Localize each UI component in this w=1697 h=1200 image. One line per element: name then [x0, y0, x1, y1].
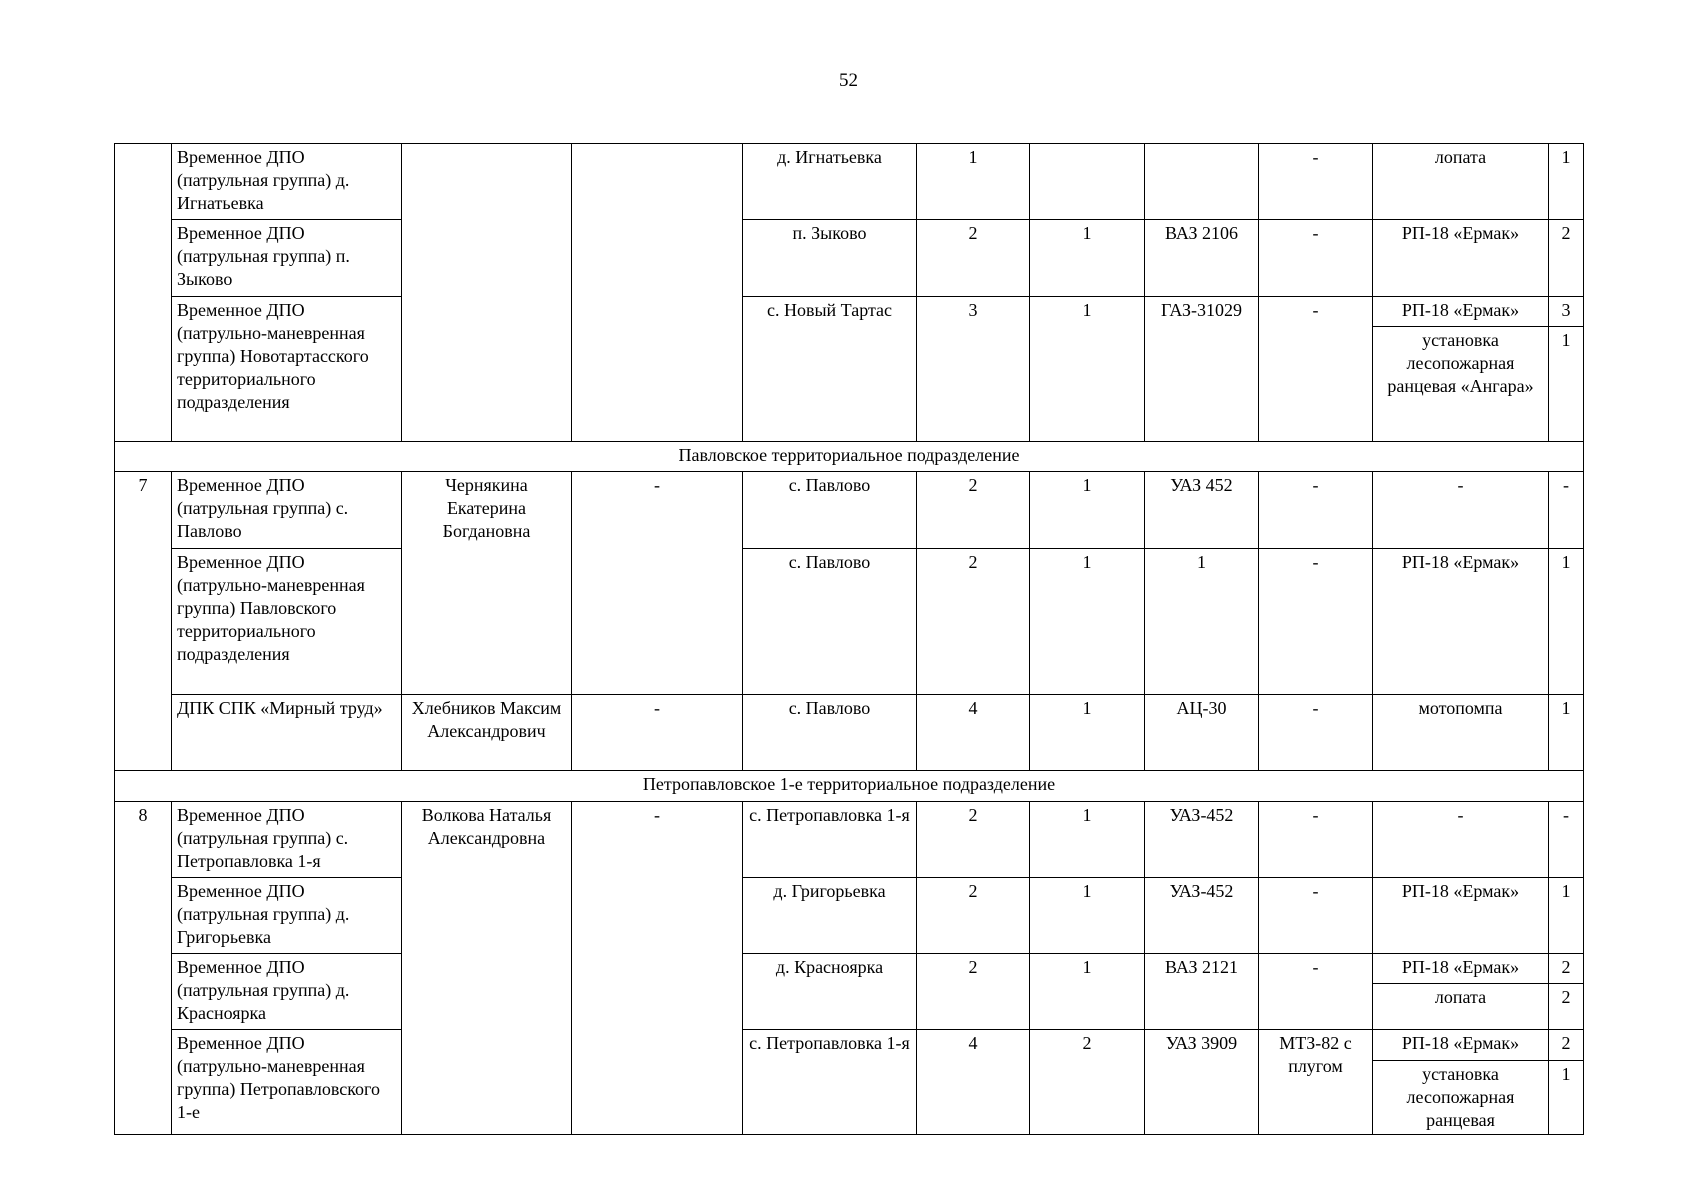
equipment-qty-cell: -: [1549, 472, 1584, 548]
equipment-cell: лопата: [1373, 984, 1549, 1030]
phone-cell: [572, 144, 743, 442]
equipment-qty-cell: 3: [1549, 296, 1584, 326]
equipment-qty-cell: 1: [1549, 144, 1584, 220]
special-cell: -: [1259, 801, 1373, 877]
vehicles-cell: 1: [1030, 548, 1145, 695]
equipment-qty-cell: 2: [1549, 1030, 1584, 1060]
table-row: [115, 877, 1584, 953]
unit-cell: Временное ДПО (патрульная группа) с. Петропавловка 1-я: [172, 801, 402, 877]
unit-cell: Временное ДПО (патрульная группа) с. Павлово: [172, 472, 402, 548]
equipment-qty-cell: 2: [1549, 954, 1584, 984]
location-cell: с. Павлово: [743, 695, 917, 771]
equipment-qty-cell: 2: [1549, 984, 1584, 1030]
special-cell: -: [1259, 144, 1373, 220]
special-cell: МТЗ-82 с плугом: [1259, 1030, 1373, 1135]
equipment-cell: РП-18 «Ермак»: [1373, 220, 1549, 296]
location-cell: п. Зыково: [743, 220, 917, 296]
head-cell: Хлебников Максим Александрович: [402, 695, 572, 771]
table-row: [115, 144, 1584, 220]
location-cell: д. Игнатьевка: [743, 144, 917, 220]
table-row: [115, 548, 1584, 695]
table-row: [115, 296, 1584, 326]
number-cell: 7: [115, 472, 172, 771]
people-cell: 2: [917, 548, 1030, 695]
section-title: Петропавловское 1-е территориальное подразделение: [115, 771, 1584, 801]
vehicle-model-cell: УАЗ 3909: [1145, 1030, 1259, 1135]
equipment-cell: установка лесопожарная ранцевая: [1373, 1060, 1549, 1134]
phone-cell: -: [572, 472, 743, 695]
people-cell: 4: [917, 695, 1030, 771]
head-cell: Чернякина Екатерина Богдановна: [402, 472, 572, 695]
unit-cell: Временное ДПО (патрульно-маневренная группа) Павловского территориального подразделения: [172, 548, 402, 695]
special-cell: -: [1259, 220, 1373, 296]
location-cell: с. Павлово: [743, 472, 917, 548]
table-row: [115, 472, 1584, 548]
equipment-qty-cell: 1: [1549, 326, 1584, 441]
vehicle-model-cell: ГАЗ-31029: [1145, 296, 1259, 442]
table-row: [115, 695, 1584, 771]
equipment-cell: РП-18 «Ермак»: [1373, 1030, 1549, 1060]
special-cell: -: [1259, 877, 1373, 953]
equipment-cell: РП-18 «Ермак»: [1373, 877, 1549, 953]
equipment-cell: лопата: [1373, 144, 1549, 220]
location-cell: д. Григорьевка: [743, 877, 917, 953]
equipment-qty-cell: 1: [1549, 548, 1584, 695]
vehicles-cell: 1: [1030, 954, 1145, 1030]
vehicles-cell: 1: [1030, 695, 1145, 771]
table-row: [115, 1030, 1584, 1060]
location-cell: с. Павлово: [743, 548, 917, 695]
number-cell: [115, 144, 172, 442]
vehicle-model-cell: УАЗ-452: [1145, 877, 1259, 953]
equipment-qty-cell: 1: [1549, 695, 1584, 771]
unit-cell: Временное ДПО (патрульная группа) д. Игнатьевка: [172, 144, 402, 220]
equipment-cell: РП-18 «Ермак»: [1373, 296, 1549, 326]
people-cell: 2: [917, 954, 1030, 1030]
vehicles-cell: 1: [1030, 472, 1145, 548]
phone-cell: -: [572, 801, 743, 1134]
vehicles-cell: [1030, 144, 1145, 220]
equipment-qty-cell: -: [1549, 801, 1584, 877]
section-title: Павловское территориальное подразделение: [115, 442, 1584, 472]
unit-cell: Временное ДПО (патрульная группа) п. Зыково: [172, 220, 402, 296]
vehicles-cell: 1: [1030, 220, 1145, 296]
unit-cell: Временное ДПО (патрульно-маневренная группа) Петропавловского 1-е: [172, 1030, 402, 1135]
unit-cell: Временное ДПО (патрульная группа) д. Григорьевка: [172, 877, 402, 953]
section-header-row: [115, 442, 1584, 472]
phone-cell: -: [572, 695, 743, 771]
vehicles-cell: 1: [1030, 296, 1145, 442]
vehicles-cell: 2: [1030, 1030, 1145, 1135]
vehicle-model-cell: УАЗ-452: [1145, 801, 1259, 877]
people-cell: 1: [917, 144, 1030, 220]
equipment-cell: РП-18 «Ермак»: [1373, 548, 1549, 695]
head-cell: Волкова Наталья Александровна: [402, 801, 572, 1134]
location-cell: с. Петропавловка 1-я: [743, 801, 917, 877]
registry-table: [114, 143, 1584, 1135]
vehicles-cell: 1: [1030, 801, 1145, 877]
table-row: [115, 220, 1584, 296]
unit-cell: ДПК СПК «Мирный труд»: [172, 695, 402, 771]
people-cell: 2: [917, 472, 1030, 548]
people-cell: 3: [917, 296, 1030, 442]
location-cell: с. Новый Тартас: [743, 296, 917, 442]
equipment-cell: РП-18 «Ермак»: [1373, 954, 1549, 984]
number-cell: 8: [115, 801, 172, 1134]
section-header-row: [115, 771, 1584, 801]
vehicle-model-cell: [1145, 144, 1259, 220]
location-cell: д. Красноярка: [743, 954, 917, 1030]
unit-cell: Временное ДПО (патрульная группа) д. Красноярка: [172, 954, 402, 1030]
special-cell: -: [1259, 472, 1373, 548]
vehicle-model-cell: 1: [1145, 548, 1259, 695]
equipment-cell: -: [1373, 801, 1549, 877]
special-cell: -: [1259, 695, 1373, 771]
equipment-qty-cell: 1: [1549, 877, 1584, 953]
vehicle-model-cell: УАЗ 452: [1145, 472, 1259, 548]
head-cell: [402, 144, 572, 442]
vehicle-model-cell: ВАЗ 2121: [1145, 954, 1259, 1030]
vehicle-model-cell: ВАЗ 2106: [1145, 220, 1259, 296]
people-cell: 2: [917, 801, 1030, 877]
table-row: [115, 801, 1584, 877]
vehicles-cell: 1: [1030, 877, 1145, 953]
special-cell: -: [1259, 954, 1373, 1030]
equipment-qty-cell: 1: [1549, 1060, 1584, 1134]
special-cell: -: [1259, 296, 1373, 442]
people-cell: 2: [917, 220, 1030, 296]
people-cell: 2: [917, 877, 1030, 953]
page-number: 52: [839, 70, 858, 91]
unit-cell: Временное ДПО (патрульно-маневренная группа) Новотартасского территориального подразделения: [172, 296, 402, 442]
table-row: [115, 954, 1584, 984]
equipment-qty-cell: 2: [1549, 220, 1584, 296]
special-cell: -: [1259, 548, 1373, 695]
equipment-cell: мотопомпа: [1373, 695, 1549, 771]
vehicle-model-cell: АЦ-30: [1145, 695, 1259, 771]
equipment-cell: -: [1373, 472, 1549, 548]
people-cell: 4: [917, 1030, 1030, 1135]
location-cell: с. Петропавловка 1-я: [743, 1030, 917, 1135]
equipment-cell: установка лесопожарная ранцевая «Ангара»: [1373, 326, 1549, 441]
